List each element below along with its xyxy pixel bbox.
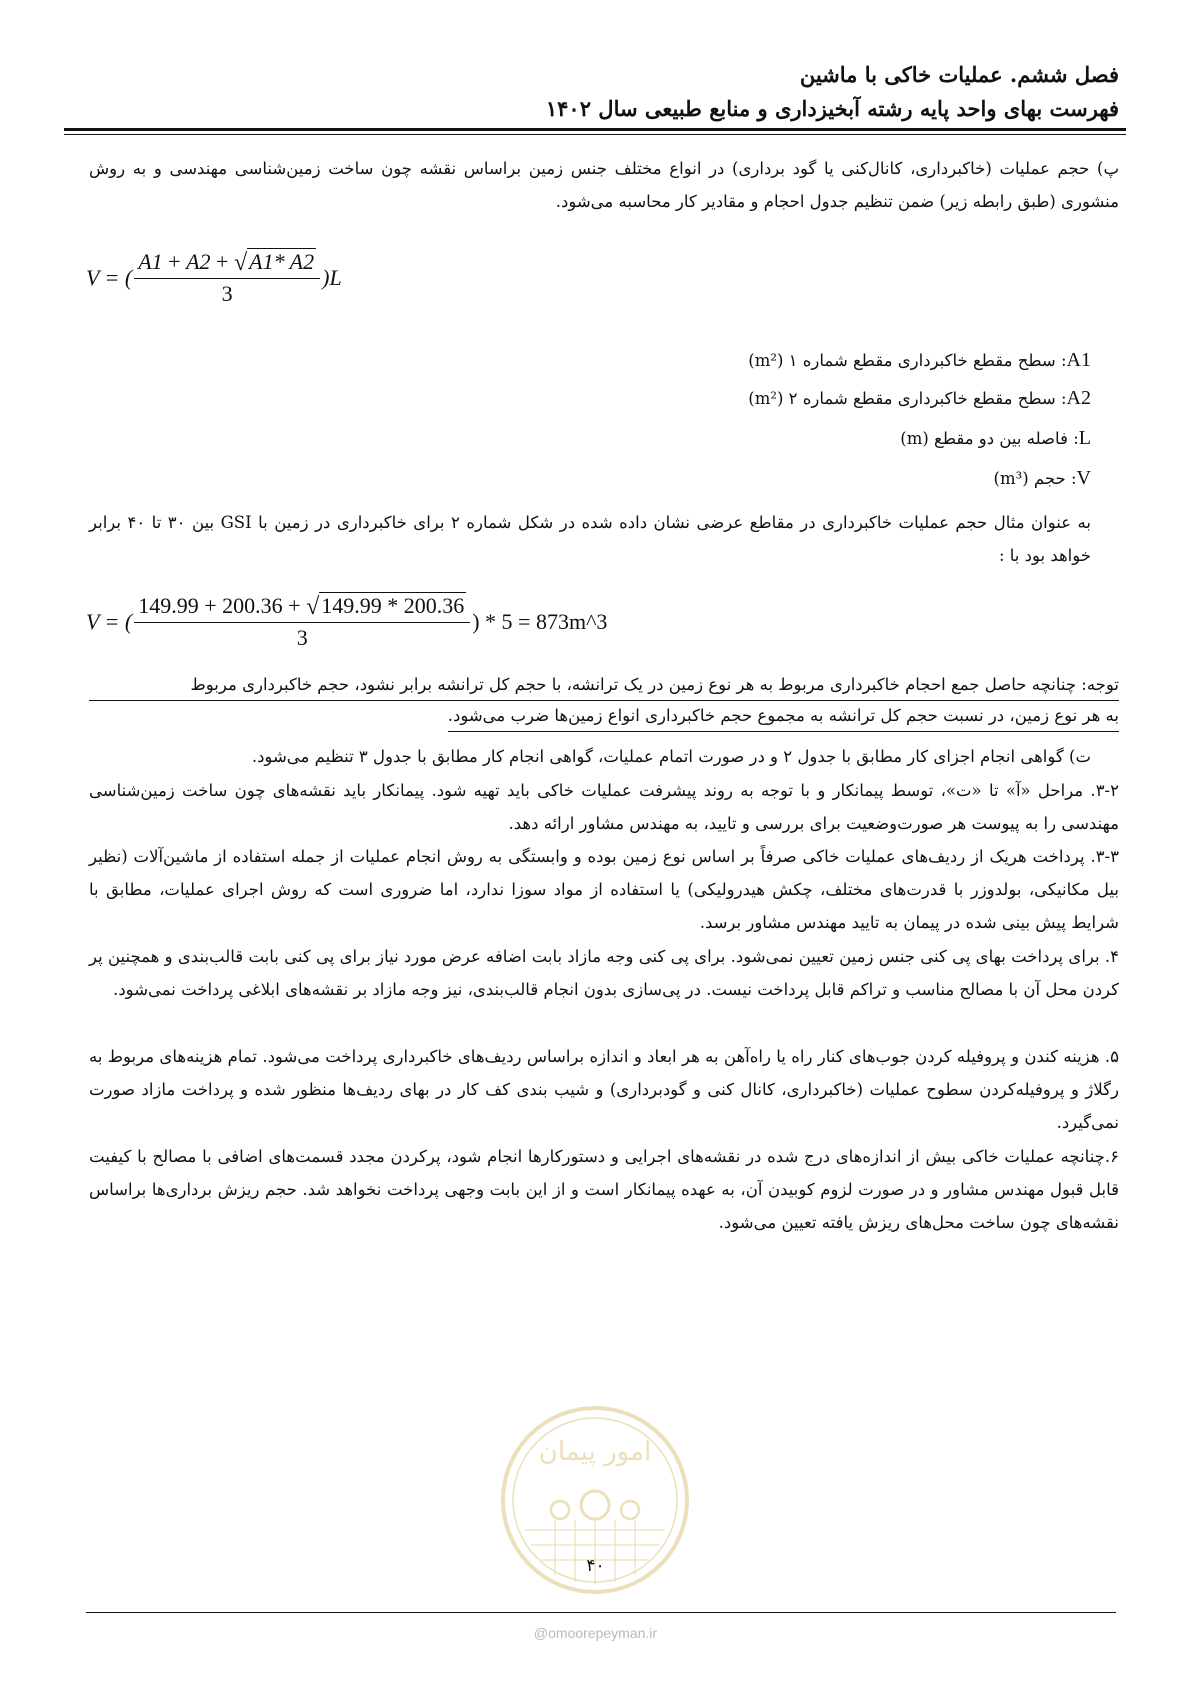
sqrt-symbol-icon: √ <box>306 594 320 620</box>
header-rule-thick <box>64 128 1126 131</box>
example-paragraph: به عنوان مثال حجم عملیات خاکبرداری در مقاطع عرضی نشان داده شده در شکل شماره ۲ برای خاکبرداری در زمین با GSI بین ۳۰ تا ۴۰ برابر خواهد بود با : <box>89 513 1091 565</box>
formula2-lhs: V = ( <box>86 608 133 634</box>
formula2-denominator: 3 <box>296 625 308 650</box>
definition-v <box>994 466 1091 491</box>
formula2-plus1: + <box>198 593 223 618</box>
definition-text: : حجم (m³) <box>993 469 1077 488</box>
formula1-radicand: A1* A2 <box>249 249 315 274</box>
formula2-tail: ) * 5 = 873m^3 <box>472 608 608 634</box>
formula1-plus2: + <box>210 249 234 274</box>
definition-text: : سطح مقطع خاکبرداری مقطع شماره ۱ (m²) <box>748 351 1067 370</box>
definition-text: : فاصله بین دو مقطع (m) <box>900 429 1079 448</box>
formula1-plus1: + <box>162 249 187 274</box>
watermark-site: @omoorepeyman.ir <box>533 1625 658 1641</box>
header-rule-thin <box>64 134 1126 135</box>
definition-var: V <box>1076 467 1091 489</box>
note-line-2: به هر نوع زمین، در نسبت حجم کل ترانشه به مجموع حجم خاکبرداری انواع زمین‌ها ضرب می‌شود. <box>448 701 1119 732</box>
definition-a2 <box>748 386 1091 411</box>
formula2-sqrt <box>306 592 466 619</box>
example-volume-formula <box>86 592 607 651</box>
paragraph-5: ۵. هزینه کندن و پروفیله کردن جوب‌های کنار راه یا راه‌آهن به هر ابعاد و اندازه براساس ردیف‌های خاکبرداری پرداخت می‌شود. تمام هزینه‌های مربوط به رگلاژ و پروفیله‌کردن سطوح عملیات (خاکبرداری، کانال کنی و گودبرداری) و شیب بندی کف کار در بهای ردیف‌ها منظور شده و پرداخت مازاد صورت نمی‌گیرد. <box>89 1047 1119 1132</box>
sqrt-symbol-icon: √ <box>233 250 248 276</box>
prism-volume-formula <box>86 248 342 307</box>
definition-a1 <box>748 348 1091 373</box>
definition-var: A2 <box>1066 387 1091 409</box>
watermark-logo-text: امور پیمان <box>538 1437 652 1467</box>
formula1-denominator: 3 <box>221 281 233 306</box>
document-subtitle: فهرست بهای واحد پایه رشته آبخیزداری و منابع طبیعی سال ۱۴۰۲ <box>545 96 1119 121</box>
definition-var: A1 <box>1066 349 1091 371</box>
paragraph-4: ۴. برای پرداخت بهای پی کنی جنس زمین تعیین نمی‌شود. برای پی کنی وجه مازاد بابت اضافه عرض مورد نیاز برای پی کنی بابت قالب‌بندی و همچنین پر کردن محل آن با مصالح مناسب و تراکم قابل پرداخت نیست. در پی‌سازی بدون انجام قالب‌بندی، نیز وجه مازاد بر نقشه‌های ابلاغی پرداخت نمی‌شود. <box>89 947 1119 999</box>
formula2-n1: 149.99 <box>138 593 199 618</box>
paragraph-p: پ) حجم عملیات (خاکبرداری، کانال‌کنی یا گود برداری) در انواع مختلف جنس زمین براساس نقشه چون ساخت زمین‌شناسی مهندسی و به روش منشوری (طبق رابطه زیر) ضمن تنظیم جدول احجام و مقادیر کار محاسبه می‌شود. <box>89 159 1119 211</box>
formula1-tail: )L <box>322 264 342 290</box>
page-number: ۴۰ <box>586 1556 605 1576</box>
formula1-a2: A2 <box>186 249 211 274</box>
formula2-fraction <box>134 592 470 651</box>
paragraph-3-3: ۳-۳. پرداخت هریک از ردیف‌های عملیات خاکی صرفاً بر اساس نوع زمین بوده و وابستگی به روش انجام عملیات از جمله استفاده از ماشین‌آلات (نظیر بیل مکانیکی، بولدوزر با قدرت‌های مختلف، چکش هیدرولیکی) یا استفاده از مواد سوزا ندارد، اما ضروری است که روش اجرای عملیات، مطابق با شرایط پیش بینی شده در پیمان به تایید مهندس مشاور برسد. <box>89 847 1119 932</box>
chapter-title: فصل ششم. عملیات خاکی با ماشین <box>799 62 1119 87</box>
formula1-numerator <box>134 248 320 279</box>
footer-rule <box>86 1612 1116 1613</box>
paragraph-3-2: ۳-۲. مراحل «آ» تا «ت»، توسط پیمانکار و با توجه به روند پیشرفت عملیات خاکی باید تهیه شود. پیمانکار باید نقشه‌های چون ساخت زمین‌شناسی مهندسی را به پیوست هر صورت‌وضعیت برای بررسی و تایید، به مهندس مشاور ارائه دهد. <box>89 781 1119 833</box>
paragraph-t: ت) گواهی انجام اجزای کار مطابق با جدول ۲ و در صورت اتمام عملیات، گواهی انجام کار مطابق با جدول ۳ تنظیم می‌شود. <box>251 747 1091 766</box>
definition-l <box>900 426 1091 451</box>
note-box <box>89 670 1119 732</box>
formula2-numerator <box>134 592 470 623</box>
page-header <box>69 58 1119 126</box>
formula2-radicand: 149.99 * 200.36 <box>321 593 465 618</box>
formula2-n2: 200.36 <box>222 593 283 618</box>
formula2-plus2: + <box>282 593 307 618</box>
paragraph-6: ۶.چنانچه عملیات خاکی بیش از اندازه‌های درج شده در نقشه‌های اجرایی و دستورکارها انجام شود، پرکردن مجدد قسمت‌های اضافی با مصالح با کیفیت قابل قبول مهندس مشاور و در صورت لزوم کوبیدن آن، به عهده پیمانکار است و از این بابت وجهی پرداخت نخواهد شد. حجم ریزش برداری‌ها براساس نقشه‌های چون ساخت محل‌های ریزش یافته تعیین می‌شود. <box>89 1147 1119 1232</box>
definition-var: L <box>1078 427 1091 449</box>
formula1-fraction <box>134 248 320 307</box>
formula1-a1: A1 <box>138 249 163 274</box>
formula1-sqrt <box>234 248 316 275</box>
note-line-1: توجه: چنانچه حاصل جمع احجام خاکبرداری مربوط به هر نوع زمین در یک ترانشه، با حجم کل ترانشه برابر نشود، حجم خاکبرداری مربوط <box>89 670 1119 701</box>
formula1-lhs: V = ( <box>86 264 133 290</box>
definition-text: : سطح مقطع خاکبرداری مقطع شماره ۲ (m²) <box>748 389 1067 408</box>
